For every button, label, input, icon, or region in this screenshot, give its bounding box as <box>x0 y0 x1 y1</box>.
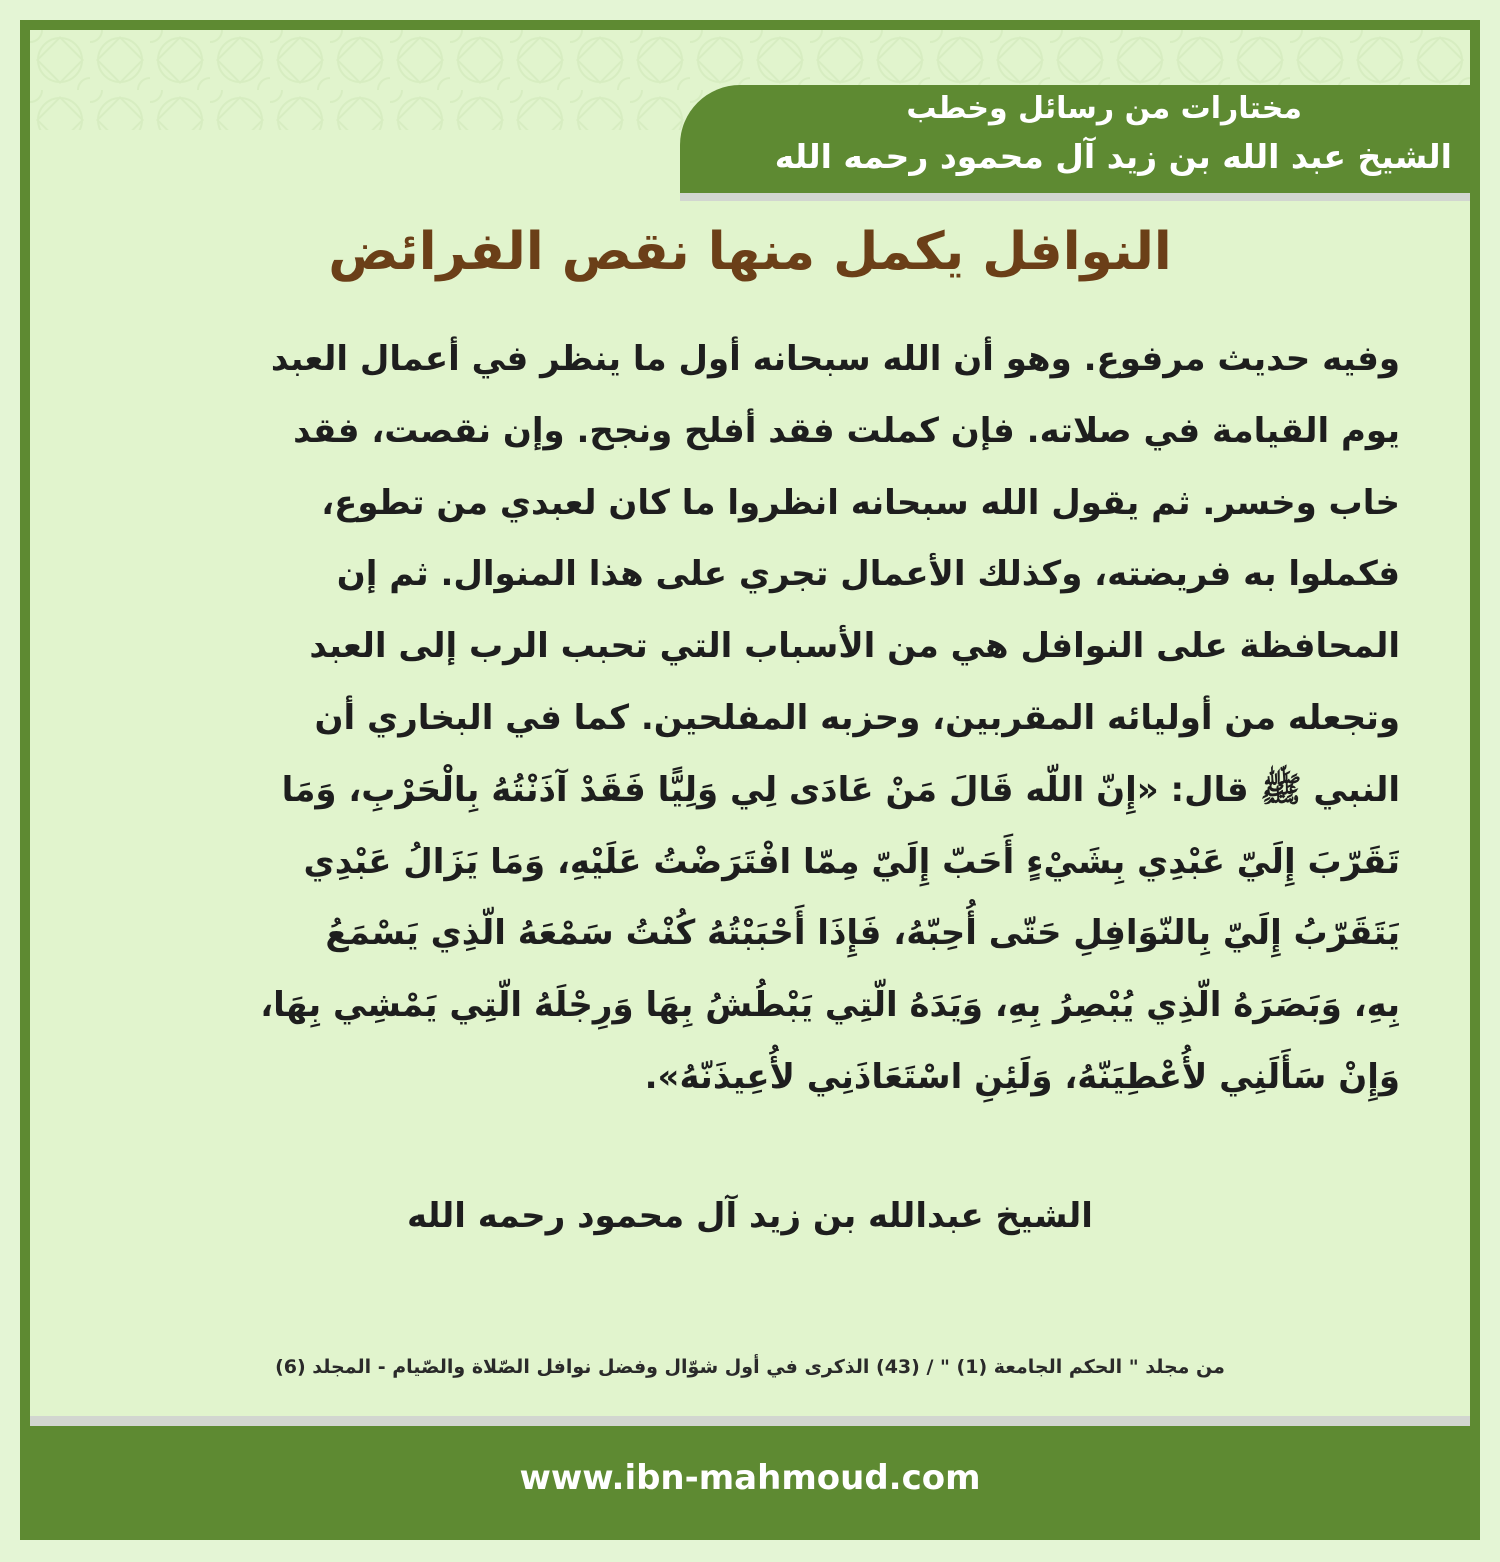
website-url: www.ibn-mahmoud.com <box>519 1458 981 1498</box>
body-line: يَتَقَرّبُ إِلَيّ بِالنّوَافِلِ حَتّى أُحِبّهُ، فَإِذَا أَحْبَبْتُهُ كُنْتُ سَمْعَهُ الّذِي يَسْمَعُ <box>325 913 1400 954</box>
card-frame <box>20 20 1480 1540</box>
footer-divider <box>30 1416 1470 1426</box>
page-title: النوافل يكمل منها نقص الفرائض <box>328 222 1172 282</box>
body-line: فكملوا به فريضته، وكذلك الأعمال تجري على هذا المنوال. ثم إن <box>336 554 1400 595</box>
header-band <box>680 85 1480 193</box>
footer-band <box>30 1426 1470 1530</box>
article-body <box>150 324 1400 1114</box>
body-line: وَإِنْ سَأَلَنِي لأُعْطِيَنّهُ، وَلَئِنِ اسْتَعَاذَنِي لأُعِيذَنّهُ». <box>644 1056 1400 1097</box>
body-line: تَقَرّبَ إِلَيّ عَبْدِي بِشَيْءٍ أَحَبّ إِلَيّ مِمّا افْتَرَضْتُ عَلَيْهِ، وَمَا يَزَالُ عَبْدِي <box>303 841 1400 882</box>
body-line: النبي ﷺ قال: «إِنّ اللّه قَالَ مَنْ عَادَى لِي وَلِيًّا فَقَدْ آذَنْتُهُ بِالْحَرْبِ، وَمَا <box>281 769 1400 810</box>
header-author: الشيخ عبد الله بن زيد آل محمود رحمه الله <box>774 137 1452 176</box>
author-signature: الشيخ عبدالله بن زيد آل محمود رحمه الله <box>407 1196 1093 1236</box>
source-reference: من مجلد " الحكم الجامعة (1) " / (43) الذكرى في أول شوّال وفضل نوافل الصّلاة والصّيام - المجلد (6) <box>275 1356 1225 1378</box>
body-line: بِهِ، وَبَصَرَهُ الّذِي يُبْصِرُ بِهِ، وَيَدَهُ الّتِي يَبْطُشُ بِهَا وَرِجْلَهُ الّتِي يَمْشِي بِهَا، <box>260 985 1400 1026</box>
body-line: يوم القيامة في صلاته. فإن كملت فقد أفلح ونجح. وإن نقصت، فقد <box>293 410 1400 451</box>
body-line: وتجعله من أوليائه المقربين، وحزبه المفلحين. كما في البخاري أن <box>314 697 1400 738</box>
body-line: وفيه حديث مرفوع. وهو أن الله سبحانه أول ما ينظر في أعمال العبد <box>270 339 1400 379</box>
body-line: المحافظة على النوافل هي من الأسباب التي تحبب الرب إلى العبد <box>309 626 1400 667</box>
body-line: خاب وخسر. ثم يقول الله سبحانه انظروا ما كان لعبدي من تطوع، <box>321 482 1400 523</box>
header-subtitle: مختارات من رسائل وخطب <box>906 91 1302 126</box>
